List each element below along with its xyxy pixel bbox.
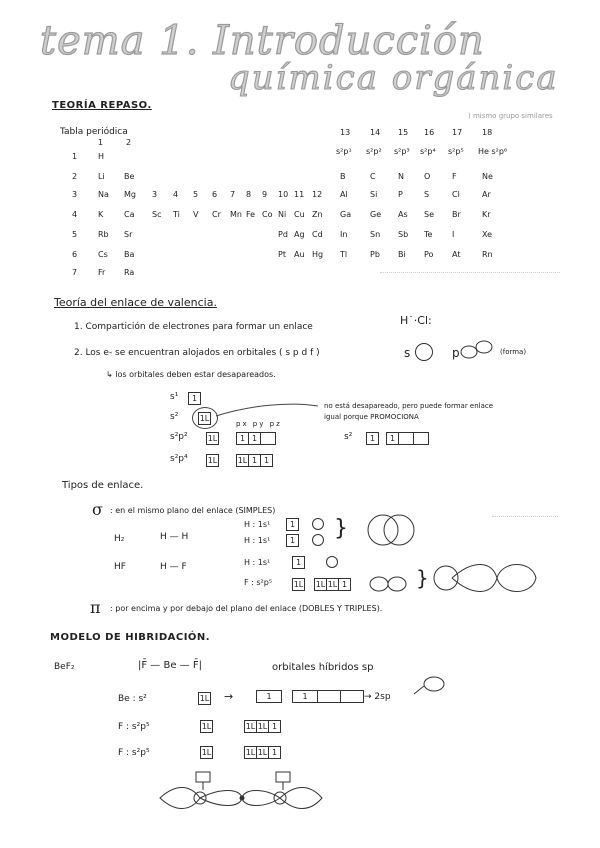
valencia-point-1: 1. Compartición de electrones para formar un enlace [74, 322, 313, 332]
element-cell: Cl [452, 190, 460, 199]
hf-conf-2: F : s²p⁵ [244, 578, 273, 587]
element-cell: Pd [278, 230, 288, 239]
hf-conf-1: H : 1s¹ [244, 558, 271, 567]
element-cell: Cs [98, 250, 108, 259]
element-cell: O [424, 172, 431, 181]
element-cell: Br [452, 210, 461, 219]
element-cell: B [340, 172, 346, 181]
element-cell: Rn [482, 250, 493, 259]
element-cell: Co [262, 210, 273, 219]
valence-config: s²p⁴ [420, 147, 436, 156]
hf-circle-1 [326, 556, 338, 568]
h2-conf-2: H : 1s¹ [244, 536, 271, 545]
group-number: 17 [452, 128, 463, 137]
orbital-box-promo-p: 1 [386, 432, 429, 445]
pi-symbol: π [90, 598, 101, 617]
promo-config: s² [344, 432, 353, 442]
element-cell: Cu [294, 210, 305, 219]
element-cell: Cr [212, 210, 221, 219]
config-s1: s¹ [170, 392, 179, 402]
element-cell: Hg [312, 250, 324, 259]
element-cell: 10 [278, 190, 289, 199]
section-heading-hibridacion: MODELO DE HIBRIDACIÓN. [50, 632, 211, 643]
element-cell: 4 [173, 190, 179, 199]
be-box-hybrid: 1 [256, 690, 282, 703]
be-box-p: 1 [292, 690, 364, 703]
valence-config: s²p⁵ [448, 147, 464, 156]
orbital-box-s2p4-p: 1L 1 1 [236, 454, 273, 467]
f2-box-p: 1L 1L 1 [244, 746, 281, 759]
pi-text: : por encima y por debajo del plano del enlace (DOBLES Y TRIPLES). [110, 604, 383, 613]
valencia-point-2: 2. Los e- se encuentran alojados en orbitales ( s p d f ) [74, 348, 320, 358]
element-cell: Ti [173, 210, 180, 219]
config-s2p4: s²p⁴ [170, 454, 188, 464]
element-cell: 6 [212, 190, 218, 199]
element-cell: Sr [124, 230, 133, 239]
element-cell: N [398, 172, 404, 181]
element-cell: K [98, 210, 104, 219]
group-number: 14 [370, 128, 381, 137]
element-cell: Au [294, 250, 305, 259]
element-cell: 7 [230, 190, 236, 199]
valencia-point-2b: ↳ los orbitales deben estar desapareados. [106, 370, 276, 379]
element-cell: Ag [294, 230, 305, 239]
f2-config: F : s²p⁵ [118, 748, 150, 758]
side-note-2: igual porque PROMOCIONA [324, 413, 419, 421]
bef2-orbital-diagram-icon [150, 768, 330, 812]
h2-overlap-icon [362, 512, 420, 548]
valence-config: He s²p⁶ [478, 147, 508, 156]
orbital-box-s2p2-s: 1L [207, 434, 218, 443]
element-cell: Li [98, 172, 105, 181]
group-number: 15 [398, 128, 409, 137]
page-subtitle: química orgánica [228, 58, 559, 98]
note-grupo: ) mismo grupo similares [468, 112, 553, 120]
element-cell: 8 [246, 190, 252, 199]
element-cell: Te [424, 230, 433, 239]
h2-label: H₂ [114, 534, 125, 544]
element-cell: Kr [482, 210, 491, 219]
hf-box-2p: 1L 1L 1 [314, 578, 351, 591]
valence-config: s²p¹ [336, 147, 352, 156]
period-number: 6 [72, 250, 78, 259]
hf-box-1: 1 [292, 556, 305, 569]
side-note-1: no está desapareado, pero puede formar enlace [324, 402, 494, 410]
element-cell: 11 [294, 190, 305, 199]
group-number: 18 [482, 128, 493, 137]
element-cell: As [398, 210, 408, 219]
element-cell: Se [424, 210, 434, 219]
config-s2: s² [170, 412, 179, 422]
period-number: 3 [72, 190, 78, 199]
element-cell: Si [370, 190, 378, 199]
h2-circle-1 [312, 518, 324, 530]
element-cell: Ne [482, 172, 493, 181]
element-cell: Ca [124, 210, 135, 219]
element-cell: Na [98, 190, 109, 199]
be-config: Be : s² [118, 694, 147, 704]
pxyz-labels: px py pz [236, 420, 282, 428]
orbital-box-promo: 1 [366, 432, 379, 445]
group-number: 13 [340, 128, 351, 137]
brace-icon-2: } [416, 566, 429, 590]
h2-bond: H — H [160, 532, 189, 542]
element-cell: Pt [278, 250, 286, 259]
p-orbital-small-icon [368, 574, 408, 594]
element-cell: Ge [370, 210, 382, 219]
group-1: 1 [98, 138, 104, 147]
orbital-box-s2p4-s: 1L [207, 456, 218, 465]
s-label: s [404, 346, 411, 360]
element-cell: Ga [340, 210, 352, 219]
element-cell: Ba [124, 250, 135, 259]
period-number: 4 [72, 210, 78, 219]
period-number: 2 [72, 172, 78, 181]
bef2-structure: |F̄ — Be — F̄| [138, 660, 202, 671]
period-number: 1 [72, 152, 78, 161]
f1-box-s: 1L [201, 722, 212, 731]
page-title: tema 1. Introducción [40, 18, 485, 64]
element-cell: Rb [98, 230, 109, 239]
sigma-symbol: σ [92, 500, 103, 519]
h2-box-1: 1 [286, 518, 299, 531]
element-cell: At [452, 250, 461, 259]
element-cell: F [452, 172, 457, 181]
f1-config: F : s²p⁵ [118, 722, 150, 732]
element-cell: Cd [312, 230, 323, 239]
orbital-box-s2: 1L [199, 414, 210, 423]
hf-box-2s: 1L [293, 580, 304, 589]
mol-label: BeF₂ [54, 662, 75, 672]
orbital-box-s2p2-p: 1 1 [236, 432, 276, 445]
element-cell: Fr [98, 268, 106, 277]
element-cell: Po [424, 250, 434, 259]
element-cell: Sb [398, 230, 409, 239]
hcl-lewis: H˙·Cl: [400, 314, 432, 327]
f1-box-p: 1L 1L 1 [244, 720, 281, 733]
h2-box-2: 1 [286, 534, 299, 547]
element-cell: Bi [398, 250, 406, 259]
h2-circle-2 [312, 534, 324, 546]
element-cell: Mg [124, 190, 136, 199]
sp-orbital-icon [410, 674, 446, 698]
be-box-s: 1L [199, 694, 210, 703]
group-number: 16 [424, 128, 435, 137]
sp-label: → 2sp [364, 692, 391, 702]
element-cell: C [370, 172, 376, 181]
config-s2p2: s²p² [170, 432, 188, 442]
s-orbital-icon [415, 343, 433, 361]
sigma-text: : en el mismo plano del enlace (SIMPLES) [110, 506, 276, 515]
element-cell: Ar [482, 190, 491, 199]
valence-config: s²p² [366, 147, 382, 156]
promotion-arrow [214, 400, 322, 422]
element-cell: V [193, 210, 199, 219]
period-number: 7 [72, 268, 78, 277]
period-number: 5 [72, 230, 78, 239]
element-cell: Mn [230, 210, 242, 219]
forma-label: (forma) [500, 348, 527, 356]
element-cell: Xe [482, 230, 493, 239]
element-cell: Fe [246, 210, 256, 219]
element-cell: 12 [312, 190, 323, 199]
hf-bond: H — F [160, 562, 187, 572]
element-cell: Pb [370, 250, 380, 259]
valence-config: s²p³ [394, 147, 410, 156]
orbitales-hibridos: orbitales híbridos sp [272, 662, 374, 673]
p-label: p [452, 346, 460, 360]
element-cell: 5 [193, 190, 199, 199]
element-cell: 3 [152, 190, 158, 199]
element-cell: Al [340, 190, 348, 199]
element-cell: Tl [340, 250, 348, 259]
h2-conf-1: H : 1s¹ [244, 520, 271, 529]
brace-icon: } [334, 516, 348, 541]
element-cell: P [398, 190, 403, 199]
section-heading-teoria: TEORÍA REPASO. [52, 100, 152, 111]
element-cell: Sc [152, 210, 162, 219]
element-cell: Sn [370, 230, 381, 239]
section-heading-valencia: Teoría del enlace de valencia. [54, 296, 217, 309]
element-cell: Ra [124, 268, 135, 277]
element-cell: I [452, 230, 455, 239]
element-cell: Be [124, 172, 135, 181]
element-cell: Ni [278, 210, 287, 219]
f2-box-s: 1L [201, 748, 212, 757]
be-arrow: → [224, 690, 234, 703]
element-cell: Zn [312, 210, 323, 219]
element-cell: 9 [262, 190, 268, 199]
element-cell: In [340, 230, 348, 239]
tabla-label: Tabla periódica [60, 127, 128, 137]
element-cell: S [424, 190, 430, 199]
hf-overlap-icon [432, 562, 542, 594]
tipos-heading: Tipos de enlace. [62, 480, 144, 491]
group-2: 2 [126, 138, 132, 147]
element-cell: H [98, 152, 105, 161]
orbital-box-s1: 1 [188, 392, 201, 405]
p-orbital-icon [460, 338, 494, 362]
hf-label: HF [114, 562, 126, 572]
